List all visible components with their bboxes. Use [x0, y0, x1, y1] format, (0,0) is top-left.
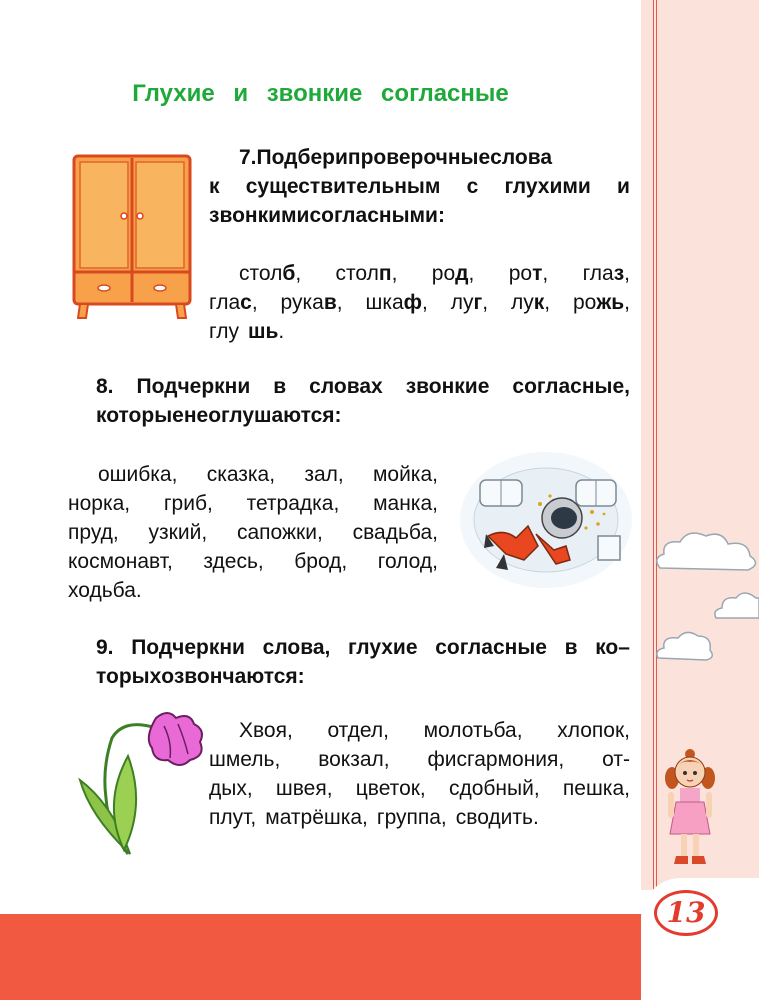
- word: фисгармония,: [427, 748, 565, 771]
- word: 8.: [96, 375, 114, 398]
- word: существительным: [245, 175, 441, 198]
- heading-line: [96, 401, 630, 430]
- page-number: 13: [654, 890, 718, 936]
- word-item: рукав,: [280, 291, 343, 314]
- word-item: рот,: [508, 262, 549, 285]
- cloud-icon: [712, 590, 759, 624]
- word: хлопок,: [557, 719, 630, 742]
- word: тетрадка,: [246, 492, 340, 515]
- word-item: шкаф,: [365, 291, 428, 314]
- heading-line: [209, 201, 630, 230]
- word: сапожки,: [237, 521, 323, 544]
- margin-line: [653, 0, 654, 890]
- word: швея,: [275, 777, 333, 800]
- word-item: рожь,: [572, 291, 630, 314]
- word: молотьба,: [423, 719, 523, 742]
- heading-line: [209, 143, 630, 172]
- word: космонавт,: [68, 550, 173, 573]
- word: здесь,: [203, 550, 264, 573]
- word-item: луг,: [450, 291, 489, 314]
- margin-line: [656, 0, 657, 890]
- word: слова,: [262, 636, 331, 659]
- word: звонкими: [209, 204, 310, 227]
- word: которые: [96, 404, 184, 427]
- word: вокзал,: [318, 748, 390, 771]
- task-9-heading: [96, 633, 630, 691]
- heading-line: [209, 172, 630, 201]
- word-item: столб,: [239, 262, 302, 285]
- word-item: лук,: [510, 291, 551, 314]
- word-line: [209, 745, 630, 774]
- word: группа,: [376, 806, 447, 829]
- word-line: [209, 288, 630, 317]
- word: озвончаются:: [161, 665, 305, 688]
- word: цветок,: [355, 777, 426, 800]
- word: глухие: [348, 636, 418, 659]
- word: в: [564, 636, 578, 659]
- astronaut-illustration: [458, 450, 634, 590]
- heading-line: [96, 372, 630, 401]
- word: отдел,: [327, 719, 389, 742]
- word: плут,: [209, 806, 257, 829]
- word-line: [209, 716, 630, 745]
- word: глухими: [504, 175, 591, 198]
- task-8-heading: [96, 372, 630, 430]
- word: проверочные: [347, 146, 491, 169]
- word: с: [466, 175, 479, 198]
- word-item: глу шь.: [209, 320, 285, 343]
- task-7-words: [209, 259, 630, 346]
- word: дых,: [209, 777, 253, 800]
- word: в: [273, 375, 287, 398]
- word: согласные,: [512, 375, 630, 398]
- word-line: [209, 774, 630, 803]
- word: торых: [96, 665, 162, 688]
- word: манка,: [373, 492, 438, 515]
- word: Подбери: [256, 146, 348, 169]
- word: не: [183, 404, 209, 427]
- word-line: [68, 518, 438, 547]
- word: к: [209, 175, 220, 198]
- word: словах: [309, 375, 383, 398]
- word-line: [68, 460, 438, 489]
- word-line: [209, 803, 630, 832]
- word: Подчеркни: [136, 375, 251, 398]
- word-item: род,: [431, 262, 475, 285]
- word: мойка,: [372, 463, 438, 486]
- word-line: [68, 547, 438, 576]
- word: слова: [490, 146, 553, 169]
- word: ходьба.: [68, 579, 142, 602]
- heading-line: [96, 662, 630, 691]
- girl-illustration: [662, 748, 718, 868]
- word-line: [209, 259, 630, 288]
- word-item: глас,: [209, 291, 258, 314]
- word-item: столп,: [335, 262, 398, 285]
- word: голод,: [377, 550, 438, 573]
- word-line: [209, 317, 630, 346]
- word: гриб,: [163, 492, 213, 515]
- word: норка,: [68, 492, 131, 515]
- word: узкий,: [148, 521, 208, 544]
- word-line: [68, 489, 438, 518]
- word: 7.: [239, 146, 257, 169]
- heading-line: [96, 633, 630, 662]
- word: сводить.: [455, 806, 539, 829]
- word: сказка,: [206, 463, 276, 486]
- word: согласными:: [309, 204, 445, 227]
- word: оглушаются:: [208, 404, 342, 427]
- word: пруд,: [68, 521, 119, 544]
- word: и: [617, 175, 630, 198]
- word: 9.: [96, 636, 114, 659]
- word: Хвоя,: [239, 719, 293, 742]
- word: Подчеркни: [131, 636, 245, 659]
- word: шмель,: [209, 748, 281, 771]
- word-item: глаз,: [582, 262, 630, 285]
- word: ошибка,: [98, 463, 178, 486]
- word: зал,: [304, 463, 344, 486]
- word: ко–: [595, 636, 630, 659]
- word: согласные: [435, 636, 547, 659]
- task-9-words: [209, 716, 630, 832]
- word-line: [68, 576, 438, 605]
- word: свадьба,: [352, 521, 438, 544]
- word: брод,: [294, 550, 348, 573]
- word: пешка,: [562, 777, 630, 800]
- task-8-words: [68, 460, 438, 605]
- wardrobe-illustration: [70, 150, 194, 322]
- word: от-: [602, 748, 630, 771]
- task-7-heading: [209, 143, 630, 230]
- page-title: Глухие и звонкие согласные: [132, 80, 509, 107]
- tulip-illustration: [72, 708, 212, 856]
- word: звонкие: [405, 375, 490, 398]
- cloud-icon: [652, 528, 759, 578]
- word: матрёшка,: [265, 806, 368, 829]
- word: сдобный,: [448, 777, 540, 800]
- cloud-icon: [654, 628, 714, 664]
